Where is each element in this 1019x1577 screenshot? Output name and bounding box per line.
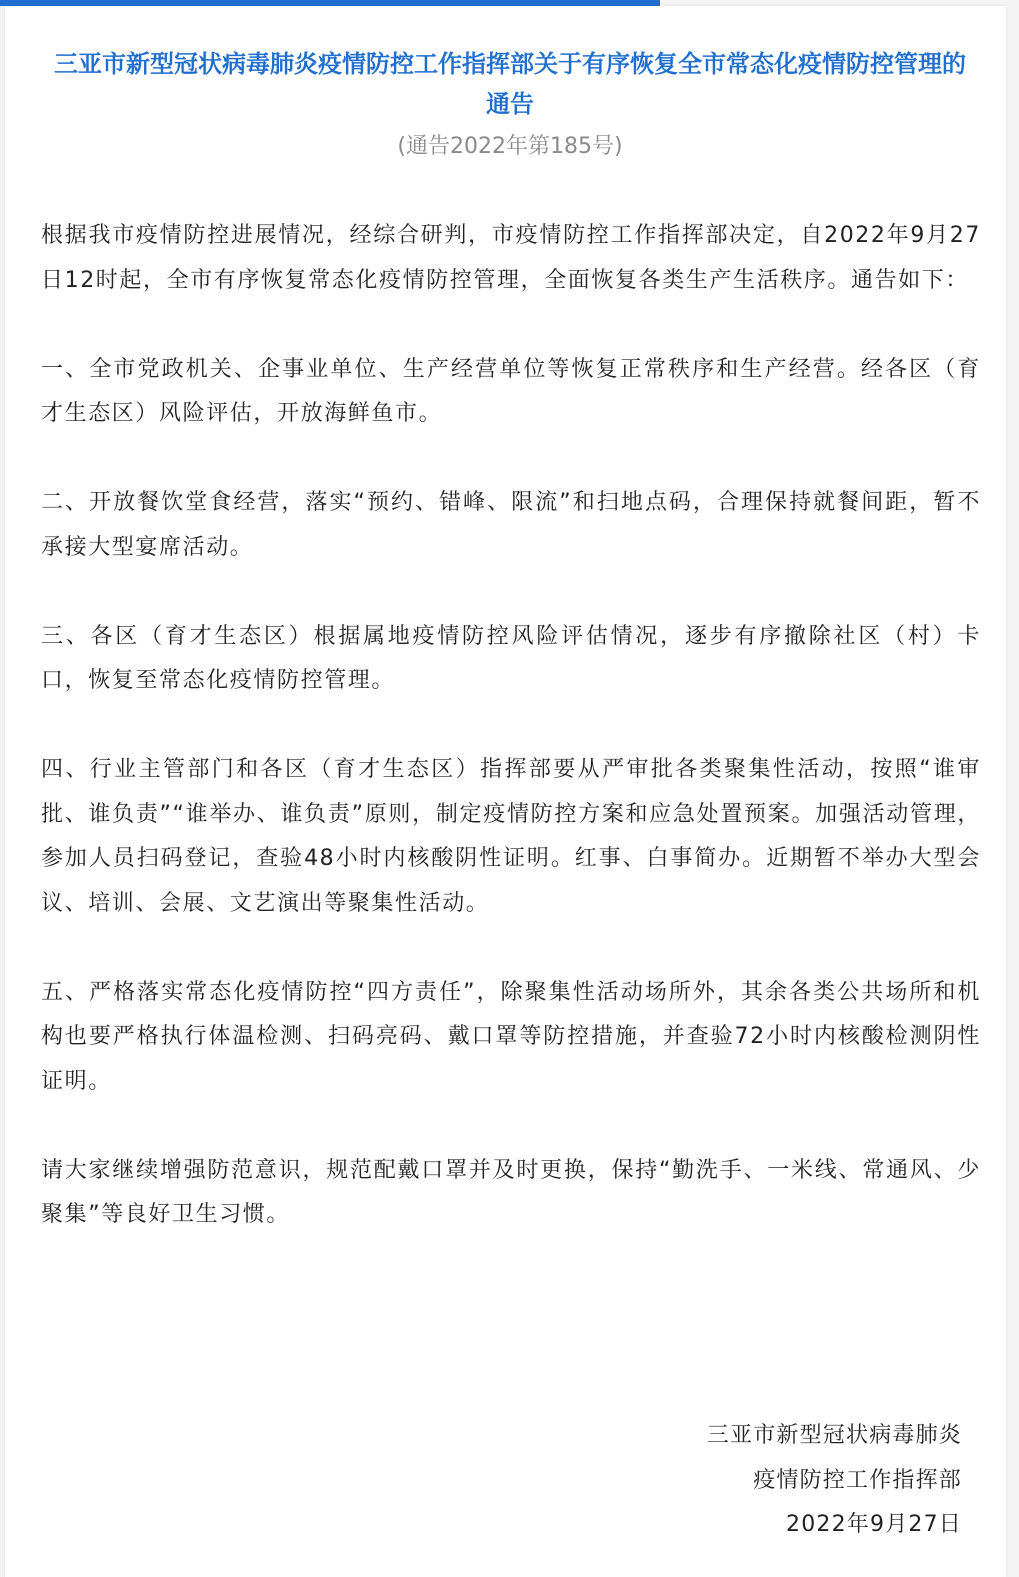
signature-org-line-2: 疫情防控工作指挥部 (753, 1467, 962, 1493)
signature-block (707, 1414, 962, 1548)
item-paragraph-3: 三、各区（育才生态区）根据属地疫情防控风险评估情况，逐步有序撤除社区（村）卡口，恢复至常态化疫情防控管理。 (41, 623, 981, 693)
item-paragraph-4: 四、行业主管部门和各区（育才生态区）指挥部要从严审批各类聚集性活动，按照“谁审批、谁负责”“谁举办、谁负责”原则，制定疫情防控方案和应急处置预案。加强活动管理，参加人员扫码登记，查验48小时内核酸阴性证明。红事、白事简办。近期暂不举办大型会议、培训、会展、文艺演出等聚集性活动。 (41, 757, 981, 916)
item-paragraph-2: 二、开放餐饮堂食经营，落实“预约、错峰、限流”和扫地点码，合理保持就餐间距，暂不承接大型宴席活动。 (41, 490, 981, 560)
signature-date: 2022年9月27日 (786, 1512, 962, 1537)
notice-body (41, 214, 981, 1282)
notice-title: 三亚市新型冠状病毒肺炎疫情防控工作指挥部关于有序恢复全市常态化疫情防控管理的通告 (54, 50, 966, 118)
intro-paragraph: 根据我市疫情防控进展情况，经综合研判，市疫情防控工作指挥部决定，自2022年9月27日12时起，全市有序恢复常态化疫情防控管理，全面恢复各类生产生活秩序。通告如下： (41, 223, 981, 293)
signature-org-line-1: 三亚市新型冠状病毒肺炎 (706, 1423, 962, 1448)
item-paragraph-5: 五、严格落实常态化疫情防控“四方责任”，除聚集性活动场所外，其余各类公共场所和机构也要严格执行体温检测、扫码亮码、戴口罩等防控措施，并查验72小时内核酸检测阴性证明。 (41, 979, 981, 1094)
item-paragraph-1: 一、全市党政机关、企事业单位、生产经营单位等恢复正常秩序和生产经营。经各区（育才生态区）风险评估，开放海鲜鱼市。 (41, 356, 981, 426)
notice-card (5, 6, 1006, 1577)
notice-number: (通告2022年第185号) (397, 134, 623, 159)
closing-paragraph: 请大家继续增强防范意识，规范配戴口罩并及时更换，保持“勤洗手、一米线、常通风、少聚集”等良好卫生习惯。 (41, 1157, 981, 1227)
